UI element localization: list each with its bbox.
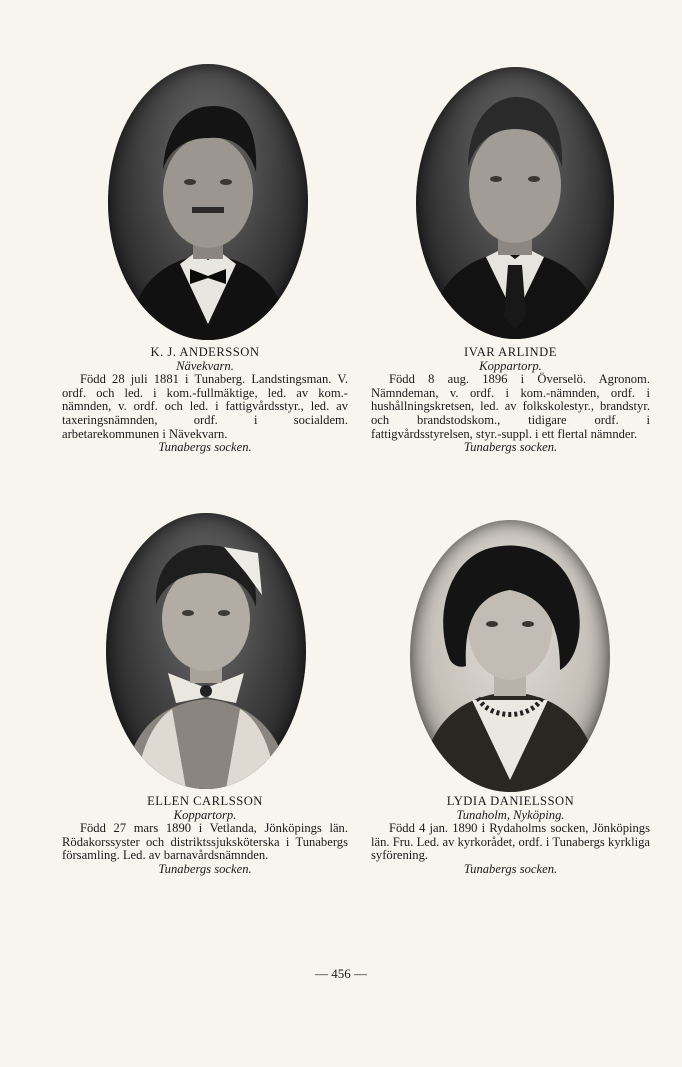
entry-arlinde bbox=[371, 346, 650, 455]
person-name: IVAR ARLINDE bbox=[464, 345, 557, 359]
page-number: — 456 — bbox=[315, 966, 367, 981]
person-bio: Född 8 aug. 1896 i Överselö. Agronom. Nämndeman, v. ordf. i kom.-nämnden, ordf. i hushållningskretsen, led. av folkskolestyr., brandstyr. och brandstodskom., tidigare ordf. i fattigvårdsstyrelsen, styr.-suppl. i ett flertal nämnder. bbox=[371, 372, 650, 441]
person-name: K. J. ANDERSSON bbox=[150, 345, 260, 359]
portrait-arlinde bbox=[416, 67, 614, 339]
person-place: Tunaholm, Nyköping. bbox=[456, 807, 565, 822]
person-bio: Född 27 mars 1890 i Vetlanda, Jönköpings län. Rödakorssyster och distriktssjuksköterska i Tunabergs församling. Led. av barnavårdsnämnden. bbox=[62, 821, 348, 863]
person-bio: Född 4 jan. 1890 i Rydaholms socken, Jönköpings län. Fru. Led. av kyrkorådet, ordf. i Tunabergs kyrkliga syförening. bbox=[371, 821, 650, 863]
portrait-carlsson bbox=[106, 513, 306, 789]
person-parish: Tunabergs socken. bbox=[158, 861, 252, 876]
person-parish: Tunabergs socken. bbox=[463, 861, 558, 876]
entry-andersson bbox=[62, 346, 348, 455]
entry-carlsson bbox=[62, 795, 348, 877]
person-place: Nävekvarn. bbox=[176, 358, 234, 373]
person-parish: Tunabergs socken. bbox=[158, 440, 252, 455]
person-name: LYDIA DANIELSSON bbox=[446, 794, 575, 808]
person-place: Koppartorp. bbox=[479, 358, 542, 373]
person-name: ELLEN CARLSSON bbox=[147, 794, 263, 808]
person-place: Koppartorp. bbox=[173, 807, 237, 822]
entry-danielsson bbox=[371, 795, 650, 877]
portrait-danielsson bbox=[410, 520, 610, 792]
person-bio: Född 28 juli 1881 i Tunaberg. Landstingsman. V. ordf. och led. i kom.-fullmäktige, led. av kom.-nämnden, v. ordf. och led. i fattigvårdsstyr., led. av taxeringsnämnden, ordf. i socialdem. arbetarekommunen i Nävekvarn. bbox=[62, 372, 348, 441]
portrait-andersson bbox=[108, 64, 308, 340]
person-parish: Tunabergs socken. bbox=[463, 440, 558, 455]
